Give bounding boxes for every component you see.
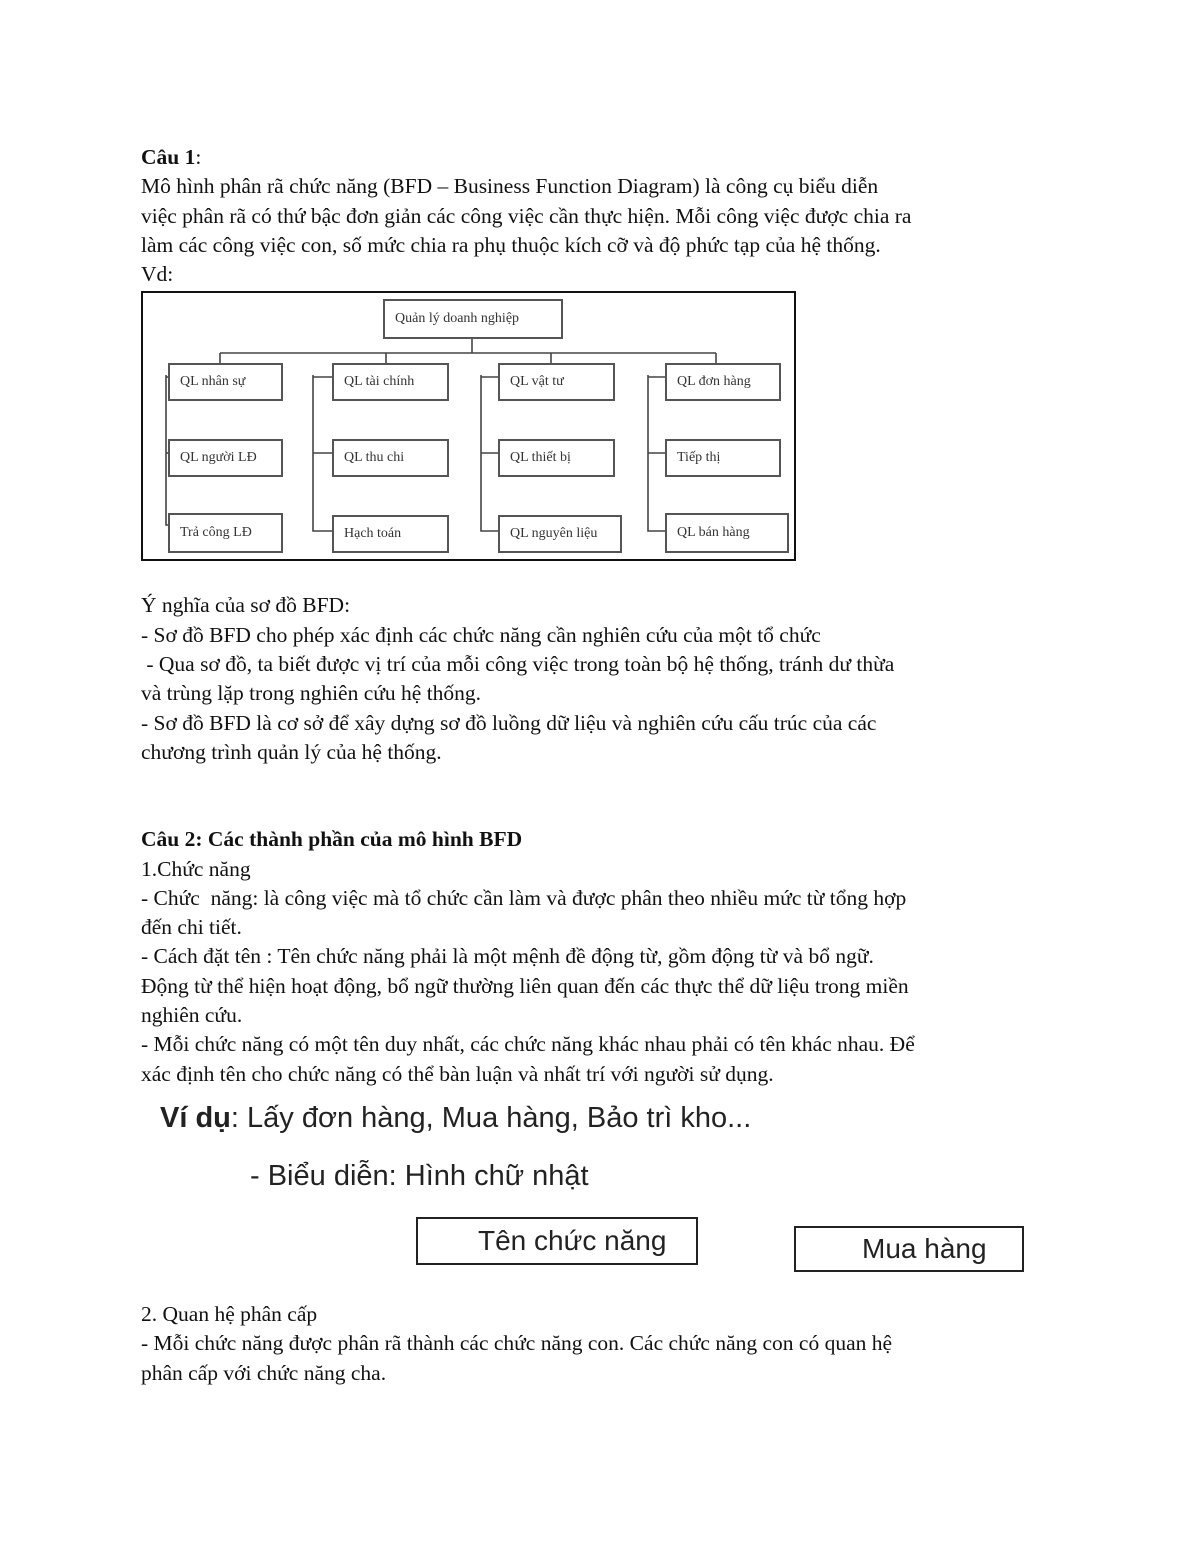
q2-line: Động từ thể hiện hoạt động, bổ ngữ thường liên quan đến các thực thể dữ liệu trong miền <box>141 973 909 998</box>
q2-line: nghiên cứu. <box>141 1003 243 1028</box>
diagram-node: QL đơn hàng <box>665 363 781 401</box>
diagram-node: QL người LĐ <box>168 439 283 477</box>
diagram-node: QL tài chính <box>332 363 449 401</box>
diagram-node: QL thu chi <box>332 439 449 477</box>
example-text: : Lấy đơn hàng, Mua hàng, Bảo trì kho... <box>230 1102 752 1134</box>
example-representation: - Biểu diễn: Hình chữ nhật <box>250 1160 589 1192</box>
diagram-node: QL nhân sự <box>168 363 283 401</box>
q2-line: - Cách đặt tên : Tên chức năng phải là một mệnh đề động từ, gồm động từ và bổ ngữ. <box>141 944 874 969</box>
hierarchy-line: phân cấp với chức năng cha. <box>141 1360 387 1385</box>
diagram-node: QL bán hàng <box>665 513 789 553</box>
example-label: Vd: <box>141 262 174 287</box>
meaning-line: - Sơ đồ BFD là cơ sở để xây dựng sơ đồ luồng dữ liệu và nghiên cứu cấu trúc của các <box>141 710 877 735</box>
q2-line: xác định tên cho chức năng có thể bàn luận và nhất trí với người sử dụng. <box>141 1061 774 1086</box>
meaning-line: và trùng lặp trong nghiên cứu hệ thống. <box>141 681 482 706</box>
diagram-node: QL vật tư <box>498 363 615 401</box>
diagram-node: Trả công LĐ <box>168 513 283 553</box>
q2-line: đến chi tiết. <box>141 915 242 940</box>
q2-line: - Mỗi chức năng có một tên duy nhất, các chức năng khác nhau phải có tên khác nhau. Để <box>141 1032 915 1057</box>
q2-subheading: 1.Chức năng <box>141 856 251 881</box>
example-label: Ví dụ <box>160 1102 231 1134</box>
diagram-node: QL nguyên liệu <box>498 515 622 553</box>
q1-intro-line: việc phân rã có thứ bậc đơn giản các công việc cần thực hiện. Mỗi công việc được chia ra <box>141 203 912 228</box>
meaning-line: chương trình quản lý của hệ thống. <box>141 739 442 764</box>
hierarchy-section <box>141 1300 1071 1388</box>
q1-intro-line: làm các công việc con, số mức chia ra phụ thuộc kích cỡ và độ phức tạp của hệ thống. <box>141 232 881 257</box>
diagram-root: Quản lý doanh nghiệp <box>383 299 563 339</box>
q2-line: - Chức năng: là công việc mà tổ chức cần làm và được phân theo nhiều mức từ tổng hợp <box>141 885 907 910</box>
q1-heading: Câu 1 <box>141 145 196 169</box>
q1-intro-line: Mô hình phân rã chức năng (BFD – Business Function Diagram) là công cụ biểu diễn <box>141 174 879 199</box>
meaning-title: Ý nghĩa của sơ đồ BFD: <box>141 593 351 618</box>
function-name-box: Tên chức năng <box>416 1217 698 1265</box>
example-figure <box>160 1100 751 1194</box>
meaning-line: - Sơ đồ BFD cho phép xác định các chức năng cần nghiên cứu của một tổ chức <box>141 622 821 647</box>
q1-heading-suffix: : <box>195 145 202 169</box>
document-body <box>141 143 1071 1089</box>
example-line <box>160 1100 751 1136</box>
meaning-line: - Qua sơ đồ, ta biết được vị trí của mỗi công việc trong toàn bộ hệ thống, tránh dư thừa <box>141 652 895 677</box>
hierarchy-title: 2. Quan hệ phân cấp <box>141 1302 318 1326</box>
buy-goods-box: Mua hàng <box>794 1226 1024 1272</box>
bfd-diagram <box>141 291 796 561</box>
diagram-node: Hạch toán <box>332 515 449 553</box>
diagram-node: QL thiết bị <box>498 439 615 477</box>
diagram-node: Tiếp thị <box>665 439 781 477</box>
hierarchy-line: - Mỗi chức năng được phân rã thành các chức năng con. Các chức năng con có quan hệ <box>141 1331 893 1356</box>
q2-heading: Câu 2: Các thành phần của mô hình BFD <box>141 827 523 852</box>
q1-heading-line <box>141 143 1071 172</box>
